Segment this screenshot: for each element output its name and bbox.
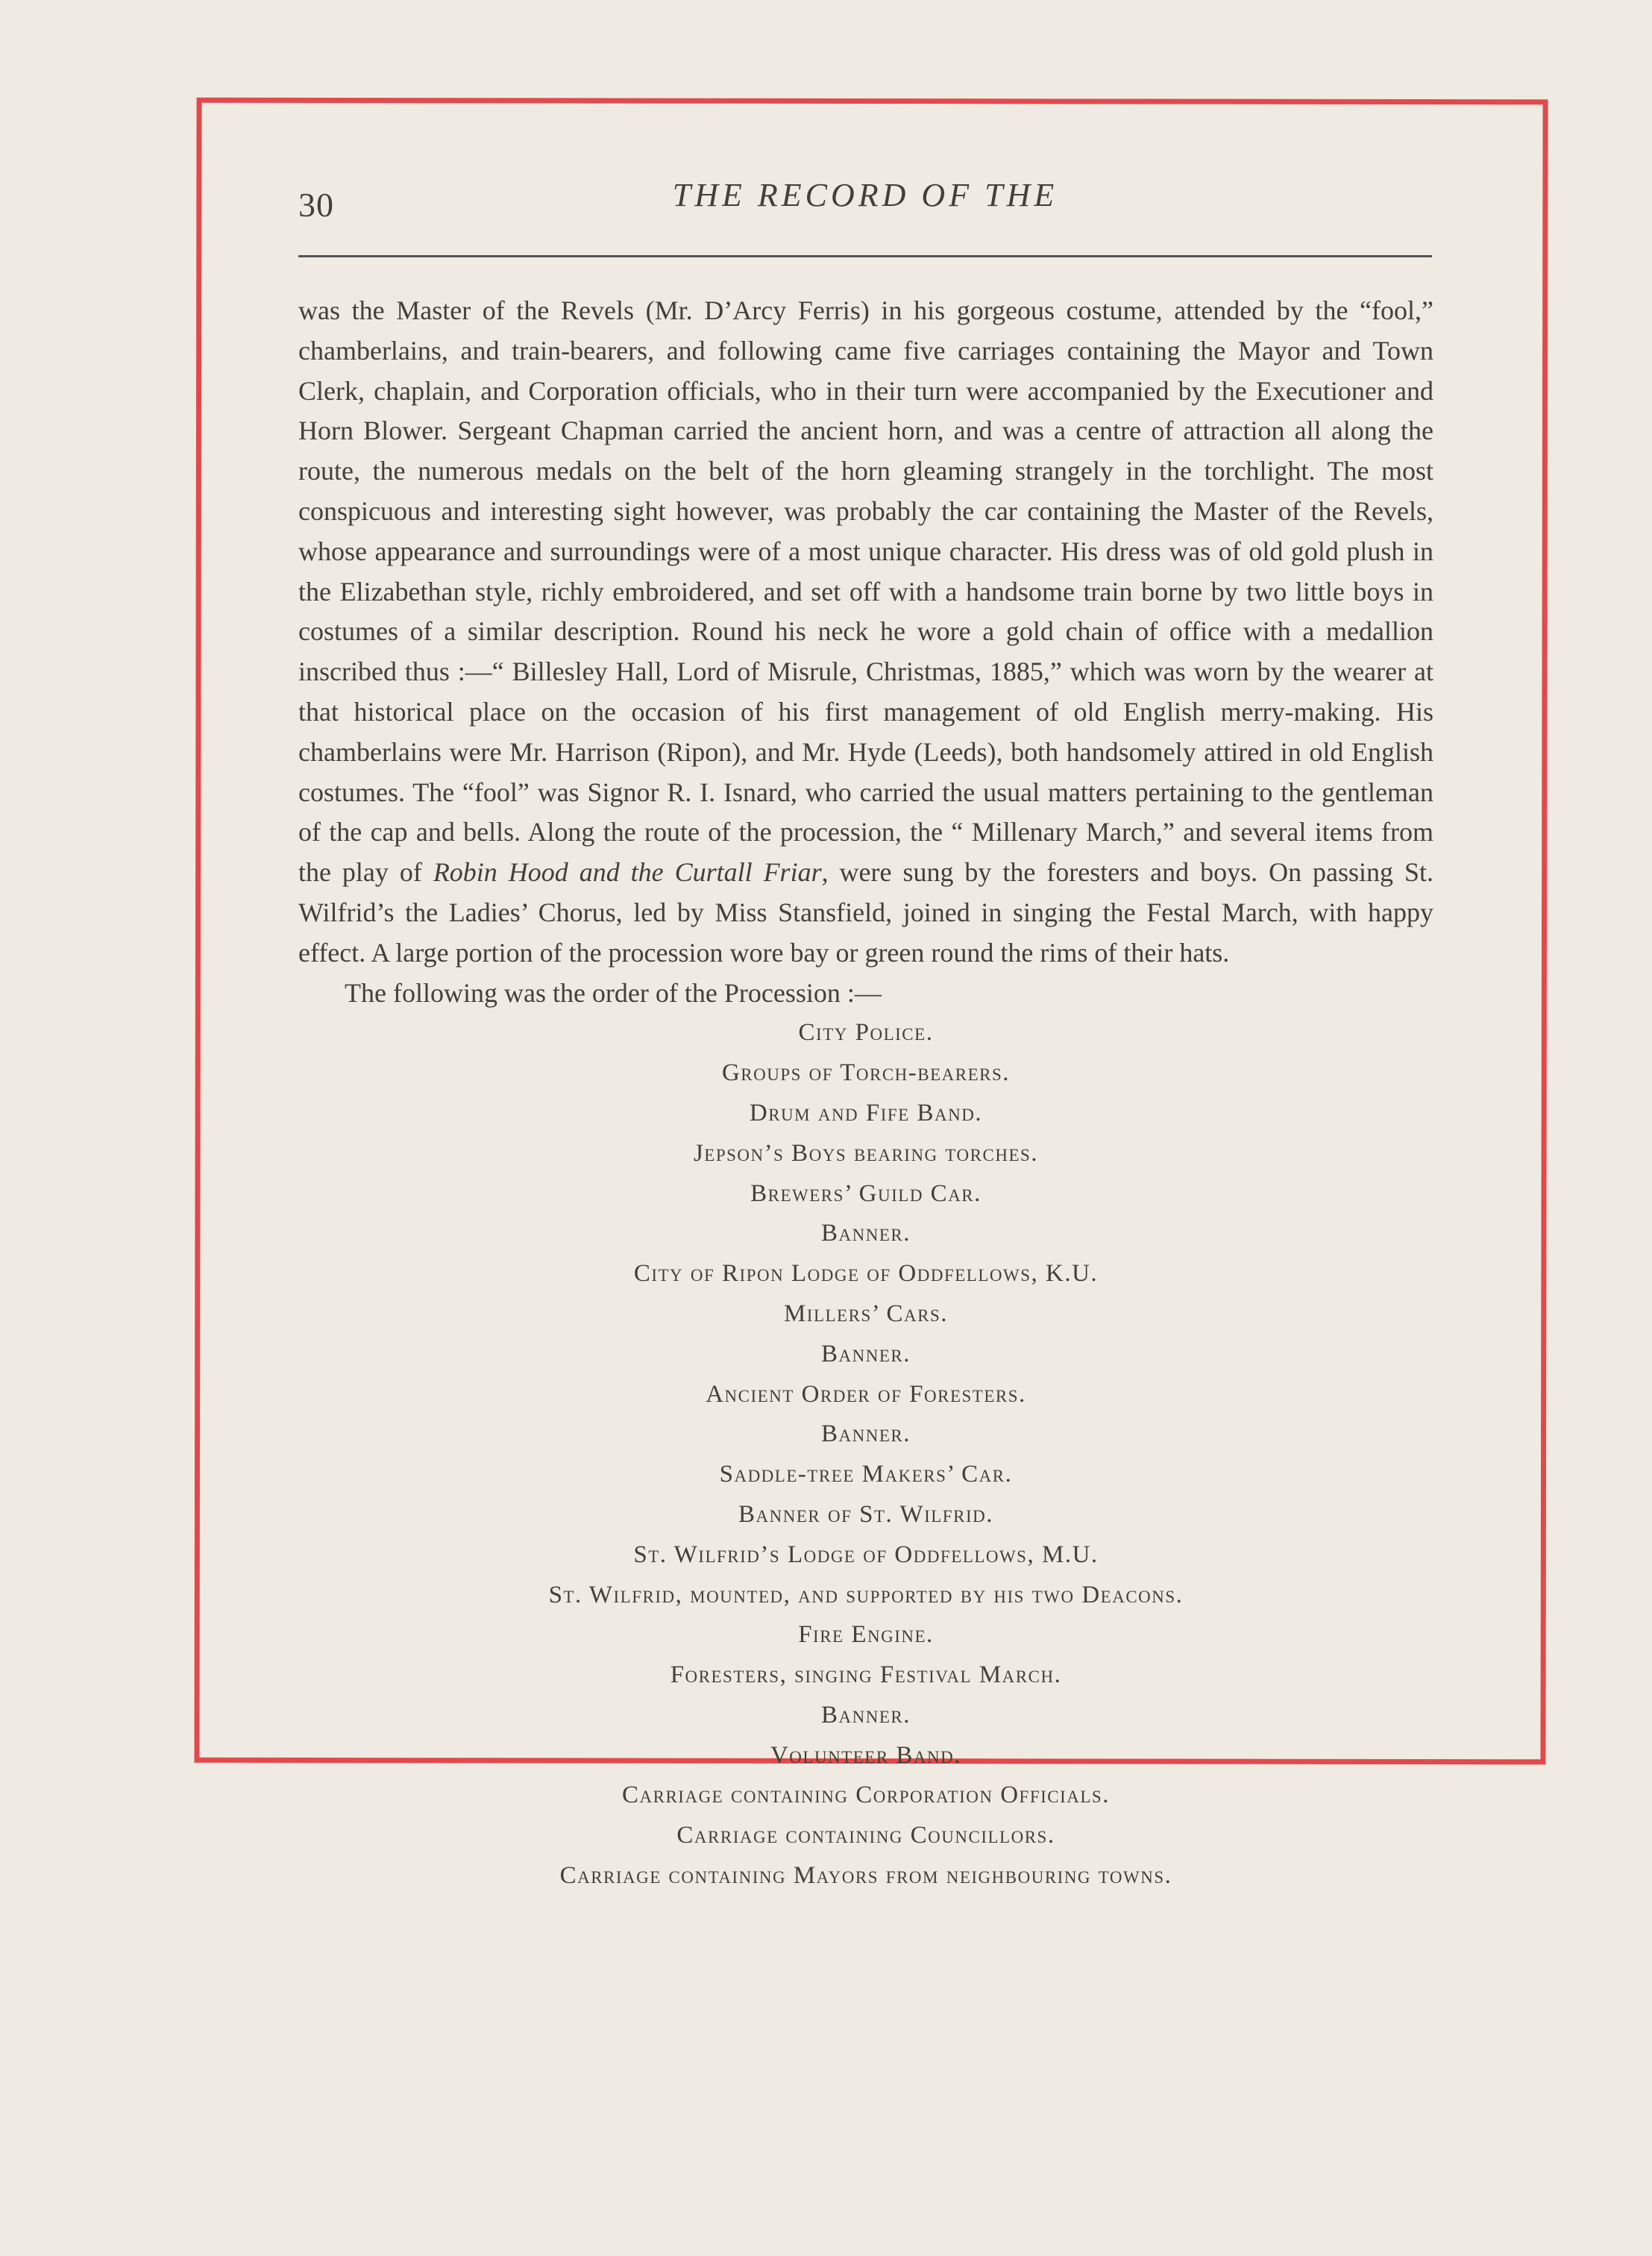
procession-item: Millers’ Cars. bbox=[783, 1300, 949, 1327]
procession-item: Banner. bbox=[821, 1420, 911, 1448]
procession-item: Volunteer Band. bbox=[770, 1741, 962, 1769]
play-title: Robin Hood and the Curtall Friar bbox=[433, 857, 822, 888]
procession-item: Jepson’s Boys bearing torches. bbox=[693, 1139, 1039, 1167]
procession-item: Brewers’ Guild Car. bbox=[750, 1179, 982, 1207]
procession-item: Foresters, singing Festival March. bbox=[670, 1661, 1062, 1689]
procession-item: Banner. bbox=[821, 1701, 911, 1729]
procession-item: Groups of Torch-bearers. bbox=[721, 1059, 1011, 1087]
procession-item: City Police. bbox=[798, 1019, 934, 1047]
procession-item: Banner of St. Wilfrid. bbox=[738, 1500, 993, 1528]
procession-list bbox=[298, 1013, 1433, 1896]
procession-item: Fire Engine. bbox=[798, 1621, 934, 1649]
procession-item: Ancient Order of Foresters. bbox=[706, 1380, 1026, 1408]
procession-item: Banner. bbox=[821, 1340, 911, 1367]
procession-item: Banner. bbox=[821, 1220, 911, 1247]
header-rule bbox=[298, 255, 1432, 257]
running-head: THE RECORD OF THE bbox=[672, 177, 1058, 213]
procession-item: Carriage containing Corporation Officials. bbox=[622, 1782, 1110, 1809]
main-paragraph bbox=[298, 291, 1433, 974]
body-text bbox=[298, 291, 1433, 1896]
paragraph-text: was the Master of the Revels (Mr. D’Arcy Ferris) in his gorgeous costume, attended by the “fool,” chamberlains, and train-bearers, and following came five carriages containing the Mayor and Town Clerk, chaplain, and Corporation officials, who in their turn were accompanied by the Executioner and Horn Blower. Sergeant Chapman carried the ancient horn, and was a centre of attraction all along the route, the numerous medals on the belt of the horn gleaming strangely in the torchlight. The most conspicuous and interesting sight however, was probably the car containing the Master of the Revels, whose appearance and surroundings were of a most unique character. His dress was of old gold plush in the Elizabethan style, richly embroidered, and set off with a handsome train borne by two little boys in costumes of a similar description. Round his neck he wore a gold chain of office with a medallion inscribed thus :—“ Billesley Hall, Lord of Misrule, Christmas, 1885,” which was worn by the wearer at that historical place on the occasion of his first management of old English merry-making. His chamberlains were Mr. Harrison (Ripon), and Mr. Hyde (Leeds), both handsomely attired in old English costumes. The “fool” was Signor R. I. Isnard, who carried the usual matters pertaining to the gentleman of the cap and bells. Along the route of the procession, the “ Millenary March,” and several items from the play of bbox=[298, 295, 1433, 888]
procession-item: Carriage containing Mayors from neighbouring towns. bbox=[559, 1862, 1172, 1890]
page-number: 30 bbox=[298, 186, 334, 224]
procession-item: Carriage containing Councillors. bbox=[676, 1822, 1055, 1849]
procession-item: St. Wilfrid, mounted, and supported by his two Deacons. bbox=[548, 1581, 1184, 1608]
procession-item: St. Wilfrid’s Lodge of Oddfellows, M.U. bbox=[633, 1541, 1099, 1568]
paragraph-text-continued: , were sung by the foresters and boys. On passing St. Wilfrid’s the Ladies’ Chorus, led by Miss Stansfield, joined in singing the Festal March, with happy effect. A large portion of the procession wore bay or green round the rims of their hats. bbox=[298, 857, 1434, 968]
procession-intro: The following was the order of the Procession :— bbox=[345, 977, 882, 1008]
procession-item: City of Ripon Lodge of Oddfellows, K.U. bbox=[633, 1260, 1099, 1288]
procession-item: Saddle-tree Makers’ Car. bbox=[719, 1461, 1013, 1488]
procession-item: Drum and Fife Band. bbox=[749, 1099, 983, 1127]
